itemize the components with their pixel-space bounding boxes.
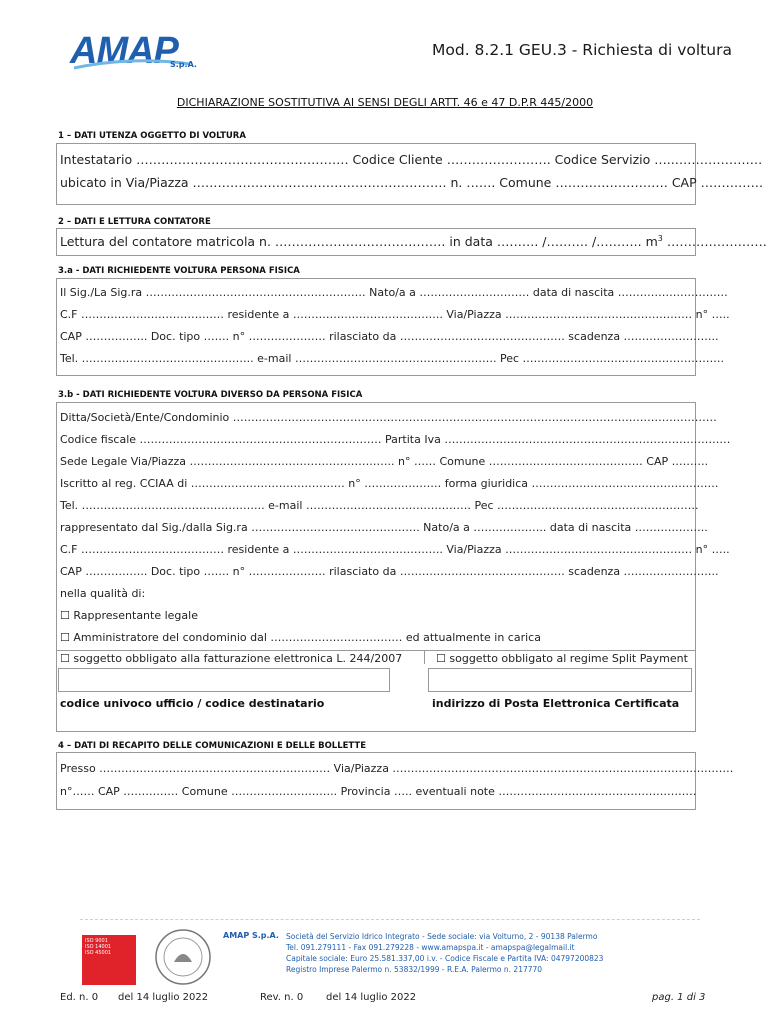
- footer-company-address: [286, 931, 603, 975]
- section3b-line-3[interactable]: Sede Legale Via/Piazza ……………………………………………….. n° …… Comune …………………………………… CAP ……….: [60, 455, 709, 468]
- section3b-line-4[interactable]: Iscritto al reg. CCIAA di …………………………………… n° ………………… forma giuridica ……………………………………………: [60, 477, 719, 490]
- option-condominium-admin[interactable]: [60, 631, 541, 644]
- cert-iso-9001: ISO 9001: [85, 938, 108, 944]
- checkbox-icon[interactable]: ☐: [60, 609, 70, 622]
- section3a-line-1[interactable]: Il Sig./La Sig.ra …………………………………………………… Nato/a a ………………………… data di nascita …………………………: [60, 286, 728, 299]
- section4-line-2[interactable]: n°…… CAP …………… Comune ……………………….. Provincia ….. eventuali note ………………………………………………: [60, 785, 697, 798]
- option-einvoice-label: soggetto obbligato alla fatturazione elettronica L. 244/2007: [73, 652, 403, 665]
- revision-date: del 14 luglio 2022: [326, 992, 417, 1003]
- cubic-superscript: 3: [657, 234, 663, 243]
- section3b-line-2[interactable]: Codice fiscale ………………………………………………………… Partita Iva ……………………………………………………………………: [60, 433, 731, 446]
- section3b-line-9: nella qualità di:: [60, 587, 146, 600]
- edition-number: Ed. n. 0: [60, 992, 99, 1003]
- recipient-code-label: codice univoco ufficio / codice destinatario: [60, 697, 325, 710]
- pec-label: indirizzo di Posta Elettronica Certificata: [432, 697, 680, 710]
- company-seal-icon: [154, 928, 212, 986]
- pec-input[interactable]: [428, 668, 692, 692]
- option-split-payment-label: soggetto obbligato al regime Split Payment: [449, 652, 688, 665]
- section3b-line-6[interactable]: rappresentato dal Sig./dalla Sig.ra ………………………………………. Nato/a a ……………….. data di nascita ………………..: [60, 521, 708, 534]
- cert-iso-45001: ISO 45001: [85, 950, 112, 956]
- address-line: Capitale sociale: Euro 25.581.337,00 i.v. - Codice Fiscale e Partita IVA: 04797200823: [286, 954, 604, 963]
- recipient-code-input[interactable]: [58, 668, 390, 692]
- section3b-line-1[interactable]: Ditta/Società/Ente/Condominio ……………………………………………………………………………………………………………………: [60, 411, 717, 424]
- option-legal-representative[interactable]: [60, 609, 198, 622]
- section4-line-1[interactable]: Presso ……………………………………………………… Via/Piazza …………………………………………………………………………………: [60, 762, 734, 775]
- declaration-title: DICHIARAZIONE SOSTITUTIVA AI SENSI DEGLI ARTT. 46 e 47 D.P.R 445/2000: [176, 96, 594, 109]
- section1-line-2[interactable]: ubicato in Via/Piazza ……………………………………………………. n. ……. Comune ……………………… CAP ……………: [60, 175, 764, 190]
- section3a-line-2[interactable]: C.F ………………………………… residente a ………………………………….. Via/Piazza …………………………………………… n° …..: [60, 308, 730, 321]
- section4-title: 4 – DATI DI RECAPITO DELLE COMUNICAZIONI E DELLE BOLLETTE: [58, 741, 367, 751]
- module-code: Mod. 8.2.1 GEU.3 - Richiesta di voltura: [432, 41, 732, 59]
- page-number: pag. 1 di 3: [652, 992, 706, 1003]
- footer-company-name: AMAP S.p.A.: [223, 931, 279, 940]
- address-line: Società del Servizio Idrico Integrato - Sede sociale: via Volturno, 2 - 90138 Palermo: [286, 932, 598, 941]
- option-condominium-admin-label: Amministratore del condominio dal ……………………………… ed attualmente in carica: [73, 631, 541, 644]
- address-line: Registro Imprese Palermo n. 53832/1999 - R.E.A. Palermo n. 217770: [286, 965, 543, 974]
- section3b-line-8[interactable]: CAP …………….. Doc. tipo ……. n° ………………… rilasciato da ……………………………………… scadenza ……………………..: [60, 565, 719, 578]
- checkbox-icon[interactable]: ☐: [60, 631, 70, 644]
- option-legal-representative-label: Rappresentante legale: [73, 609, 198, 622]
- checkbox-icon[interactable]: ☐: [436, 652, 446, 665]
- meter-reading-text: Lettura del contatore matricola n. …………………………….……. in data ………. /………. /……….. m: [60, 234, 658, 250]
- option-split-payment[interactable]: [436, 652, 688, 665]
- revision-number: Rev. n. 0: [260, 992, 304, 1003]
- section4-box: [56, 752, 696, 810]
- section2-line[interactable]: [60, 234, 767, 249]
- contact-line[interactable]: Tel. 091.279111 - Fax 091.279228 - www.amapspa.it - amapspa@legalmail.it: [286, 943, 575, 952]
- section3a-line-4[interactable]: Tel. ……………………………………….. e-mail ………………………………………………. Pec ……………………………………………….: [60, 352, 725, 365]
- section1-title: 1 – DATI UTENZA OGGETTO DI VOLTURA: [58, 131, 246, 141]
- section2-title: 2 – DATI E LETTURA CONTATORE: [58, 217, 211, 227]
- amap-logo: AMAP: [70, 30, 178, 72]
- divider: [56, 650, 696, 651]
- address-line: [286, 942, 603, 953]
- option-einvoice[interactable]: [60, 652, 402, 665]
- edition-date: del 14 luglio 2022: [118, 992, 209, 1003]
- meter-reading-tail: ……………………: [662, 234, 767, 250]
- cert-iso-14001: ISO 14001: [85, 944, 112, 950]
- section1-line-1[interactable]: Intestatario …………………………………………… Codice Cliente ……………………. Codice Servizio …..…………………: [60, 152, 763, 167]
- section3b-line-7[interactable]: C.F ………………………………… residente a ………………………………….. Via/Piazza …………………………………………… n° …..: [60, 543, 730, 556]
- divider-vertical: [424, 650, 425, 664]
- logo-subtitle: S.p.A.: [170, 60, 197, 69]
- footer-divider: [80, 919, 700, 920]
- section3b-line-5[interactable]: Tel. ………………………………………….. e-mail ……………………………………… Pec ……………………………………………….: [60, 499, 699, 512]
- iso-certification-badge: [82, 935, 136, 985]
- section3b-title: 3.b - DATI RICHIEDENTE VOLTURA DIVERSO DA PERSONA FISICA: [58, 390, 363, 400]
- section3a-title: 3.a - DATI RICHIEDENTE VOLTURA PERSONA FISICA: [58, 266, 300, 276]
- section3a-line-3[interactable]: CAP …………….. Doc. tipo ……. n° ………………… rilasciato da ……………………………………… scadenza ……………………..: [60, 330, 719, 343]
- checkbox-icon[interactable]: ☐: [60, 652, 70, 665]
